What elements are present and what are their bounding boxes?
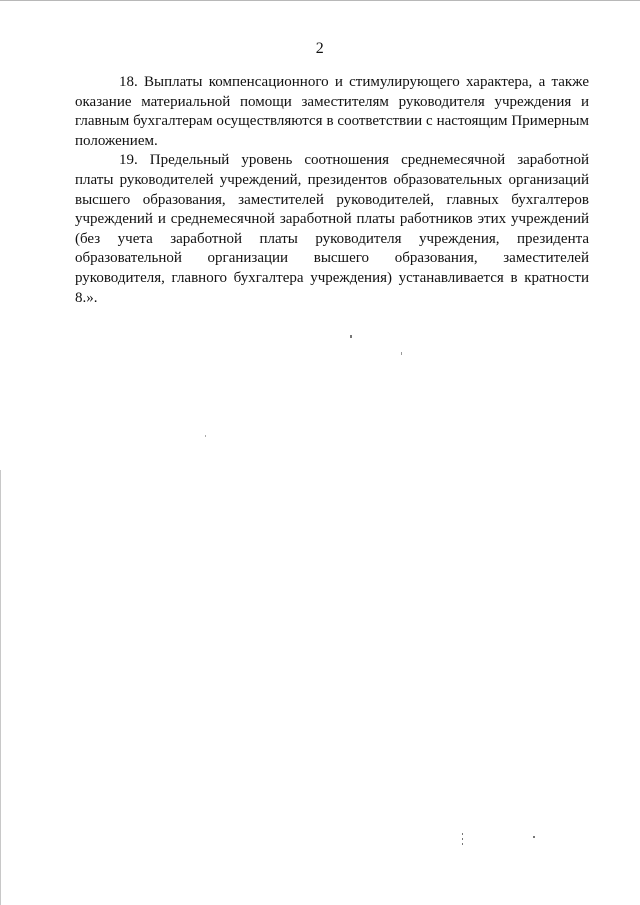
scan-speck (401, 352, 402, 355)
scan-speck (205, 435, 206, 437)
scan-edge-left (0, 470, 1, 905)
scan-speck (462, 833, 463, 835)
scan-speck (462, 838, 463, 840)
page-number: 2 (315, 40, 325, 57)
paragraph-19: 19. Предельный уровень соотношения среднемесячной заработной платы руководителей учреждений, президентов образовательных организаций высшего образования, заместителей руководителей, главных бухгалтеров учреждений и среднемесячной заработной платы работников этих учреждений (без учета заработной платы руководителя учреждения, президента образовательной организации высшего образования, заместителей руководителя, главного бухгалтера учреждения) устанавливается в кратности 8.». (75, 152, 589, 306)
scan-speck (462, 843, 463, 845)
scan-speck (350, 335, 352, 338)
document-body (75, 73, 589, 308)
scan-speck (533, 836, 535, 838)
scan-edge-top (0, 0, 640, 1)
paragraph-18: 18. Выплаты компенсационного и стимулирующего характера, а также оказание материальной помощи заместителям руководителя учреждения и главным бухгалтерам осуществляются в соответствии с настоящим Примерным положением. (75, 74, 589, 149)
